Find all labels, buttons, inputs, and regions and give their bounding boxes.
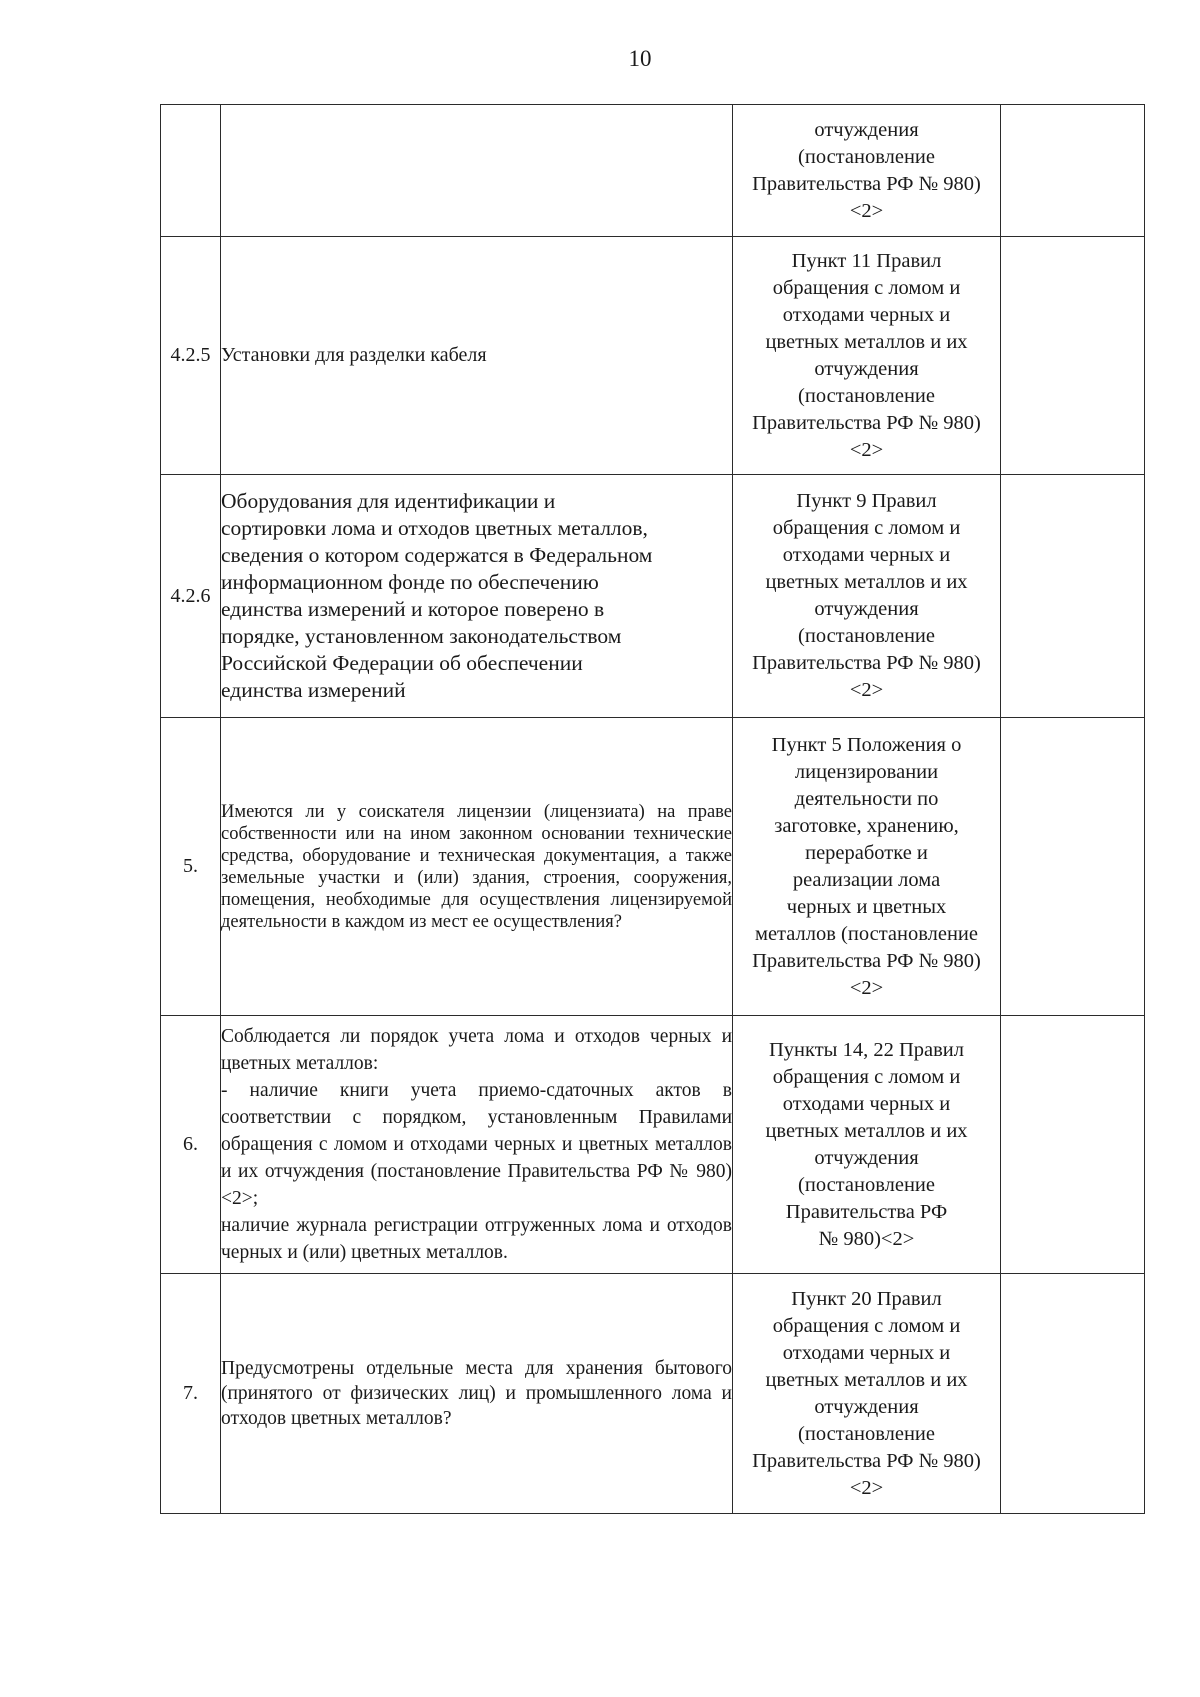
- row-number: 6.: [161, 1016, 221, 1274]
- row-result-cell: [1001, 105, 1145, 237]
- table-row: [161, 475, 1145, 718]
- row-reference: Пункты 14, 22 Правил обращения с ломом и отходами черных и цветных металлов и их отчуждения (постановление Правительства РФ № 980)<2>: [733, 1016, 1001, 1274]
- table-row: [161, 237, 1145, 475]
- row-description: Имеются ли у соискателя лицензии (лицензиата) на праве собственности или на ином законном основании технические средства, оборудование и техническая документация, а также земельные участки и (или) здания, строения, сооружения, помещения, необходимые для осуществления лицензируемой деятельности в каждом из мест ее осуществления?: [221, 718, 733, 1016]
- row-reference: Пункт 9 Правил обращения с ломом и отходами черных и цветных металлов и их отчуждения (постановление Правительства РФ № 980) <2>: [733, 475, 1001, 718]
- row-reference: Пункт 20 Правил обращения с ломом и отходами черных и цветных металлов и их отчуждения (постановление Правительства РФ № 980) <2>: [733, 1274, 1001, 1514]
- table-row: [161, 1016, 1145, 1274]
- row-number: 5.: [161, 718, 221, 1016]
- row-description: Установки для разделки кабеля: [221, 237, 733, 475]
- row-number: 4.2.5: [161, 237, 221, 475]
- checklist-table: [160, 104, 1145, 1514]
- row-result-cell: [1001, 1274, 1145, 1514]
- row-reference: Пункт 5 Положения о лицензировании деятельности по заготовке, хранению, переработке и реализации лома черных и цветных металлов (постановление Правительства РФ № 980) <2>: [733, 718, 1001, 1016]
- row-description: Предусмотрены отдельные места для хранения бытового (принятого от физических лиц) и промышленного лома и отходов цветных металлов?: [221, 1274, 733, 1514]
- row-result-cell: [1001, 1016, 1145, 1274]
- row-reference: Пункт 11 Правил обращения с ломом и отходами черных и цветных металлов и их отчуждения (постановление Правительства РФ № 980) <2>: [733, 237, 1001, 475]
- row-number: [161, 105, 221, 237]
- table-row: [161, 718, 1145, 1016]
- table-row: [161, 1274, 1145, 1514]
- page-number: 10: [628, 46, 652, 71]
- row-number: 4.2.6: [161, 475, 221, 718]
- row-description: Оборудования для идентификации и сортировки лома и отходов цветных металлов, сведения о котором содержатся в Федеральном информационном фонде по обеспечению единства измерений и которое поверено в порядке, установленном законодательством Российской Федерации об обеспечении единства измерений: [221, 475, 733, 718]
- row-description: Соблюдается ли порядок учета лома и отходов черных и цветных металлов: - наличие книги учета приемо-сдаточных актов в соответствии с порядком, установленным Правилами обращения с ломом и отходами черных и цветных металлов и их отчуждения (постановление Правительства РФ № 980)<2>; наличие журнала регистрации отгруженных лома и отходов черных и (или) цветных металлов.: [221, 1016, 733, 1274]
- row-result-cell: [1001, 718, 1145, 1016]
- row-result-cell: [1001, 237, 1145, 475]
- row-description: [221, 105, 733, 237]
- row-number: 7.: [161, 1274, 221, 1514]
- table-row: [161, 105, 1145, 237]
- row-reference: отчуждения (постановление Правительства РФ № 980) <2>: [733, 105, 1001, 237]
- row-result-cell: [1001, 475, 1145, 718]
